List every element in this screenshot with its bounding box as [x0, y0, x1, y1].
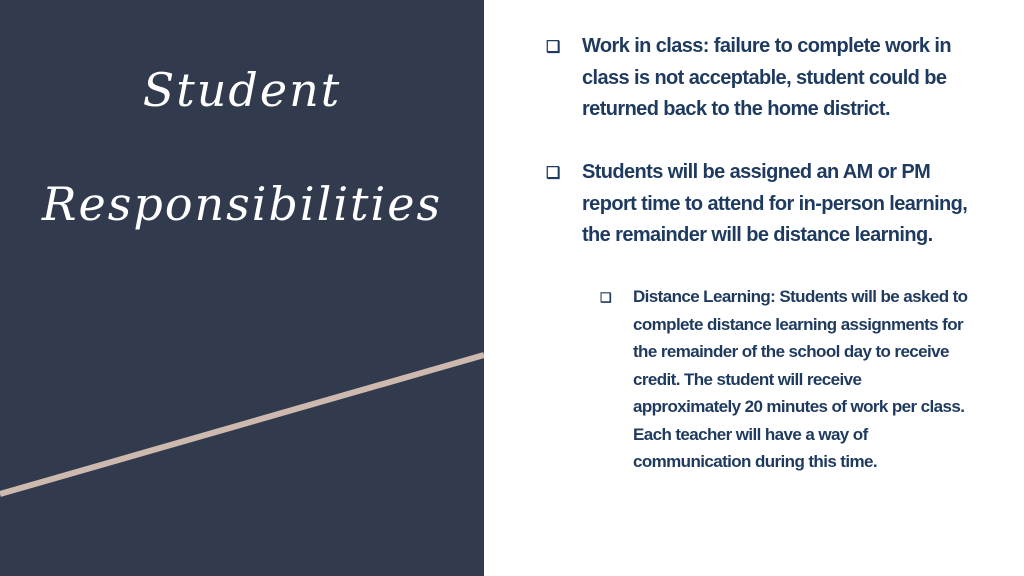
- bullet-text: Students will be assigned an AM or PM report time to attend for in-person learning, the remainder will be distance learning.: [582, 161, 968, 246]
- bullet-item-report-time: [546, 157, 986, 252]
- sub-bullet-item-distance-learning: [600, 283, 970, 476]
- bullet-text: Work in class: failure to complete work in class is not acceptable, student could be returned back to the home district.: [582, 35, 951, 120]
- slide-title-line-1: Student: [142, 63, 342, 117]
- title-panel: [0, 0, 484, 576]
- bullet-item-work-in-class: [546, 31, 986, 126]
- checkbox-bullet-icon: ❑: [600, 290, 612, 305]
- content-panel: [484, 0, 1024, 576]
- bullet-text: Distance Learning: Students will be asked to complete distance learning assignments for the remainder of the school day to receive credit. The student will receive approximately 20 minutes of work per class. Each teacher will have a way of communication during this time.: [633, 287, 968, 471]
- bullet-list: [484, 0, 1024, 576]
- checkbox-bullet-icon: ❑: [546, 39, 560, 56]
- checkbox-bullet-icon: ❑: [546, 165, 560, 182]
- slide-title-line-2: Responsibilities: [41, 177, 443, 231]
